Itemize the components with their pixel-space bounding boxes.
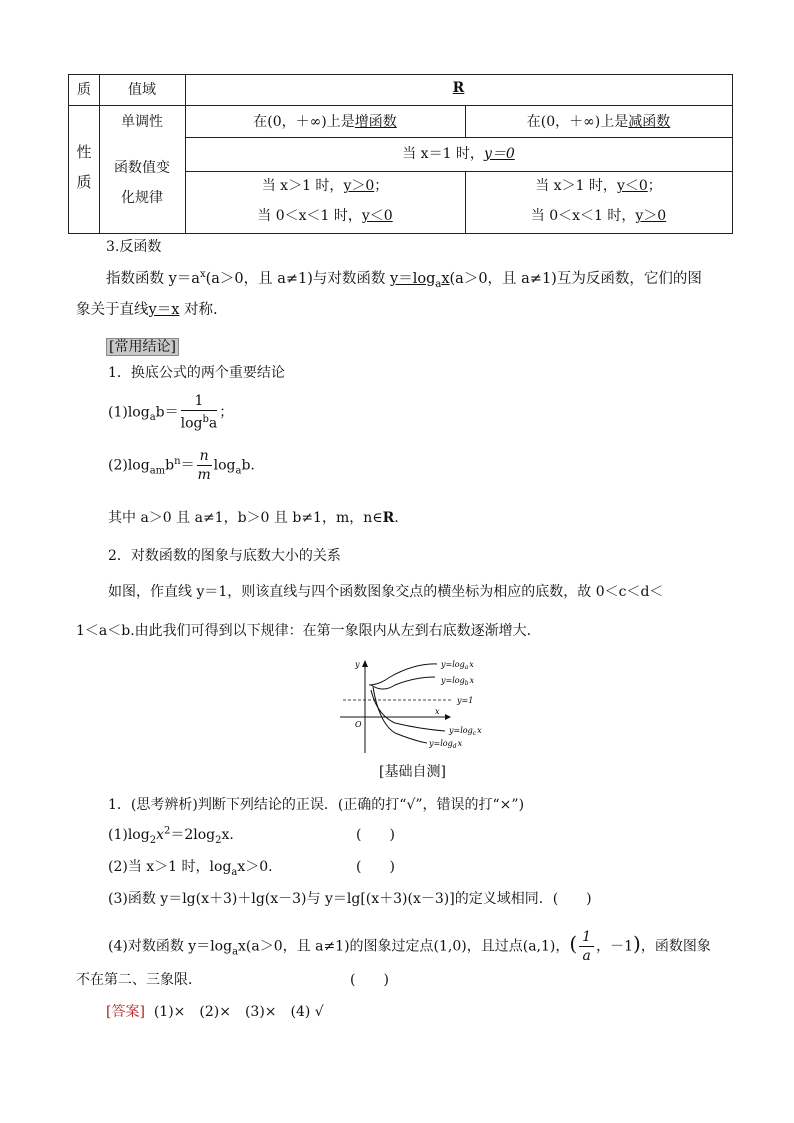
table-mono-label: 单调性: [121, 114, 163, 130]
curve-log-c: [371, 690, 445, 731]
x-axis-label: x: [435, 707, 440, 716]
y-axis-label: y: [355, 660, 360, 669]
table-change-label-1: 函数值变: [114, 160, 170, 176]
question-1-4-line-2: 不在第二、三象限．: [76, 972, 202, 988]
conclusion-paragraph-2: 1＜a＜b.由此我们可得到以下规律：在第一象限内从左到右底数逐渐增大．: [76, 623, 541, 639]
table-mono-right: 在(0，＋∞)上是减函数: [526, 114, 671, 130]
formula-2: $(2)\log_{am}b^n=$ $\frac{n}{m}$ $\log_ab$.: [108, 448, 255, 483]
table-range-value: R: [452, 80, 465, 96]
question-1-2-paren[interactable]: ( ): [356, 859, 395, 875]
conclusion-paragraph-1: 如图，作直线 y＝1，则该直线与四个函数图象交点的横坐标为相应的底数，故 0＜c＜d＜: [108, 584, 664, 600]
graph-label-a: $y=\log_ax$: [441, 660, 474, 671]
curve-log-b: [371, 677, 435, 689]
properties-table: [68, 74, 733, 234]
conclusion-item-1: 1．换底公式的两个重要结论: [108, 365, 285, 381]
question-1-3: (3)函数 y＝lg(x＋3)＋lg(x－3)与 y＝lg[(x＋3)(x－3)]的定义域相同．( ): [108, 891, 592, 907]
x-axis-arrow: [445, 714, 451, 720]
answer-tag: [答案]: [106, 1004, 145, 1020]
table-range-label: 值域: [128, 82, 156, 98]
graph-label-y1: y=1: [457, 696, 474, 705]
table-prop-char: 质: [77, 82, 91, 98]
graph-label-c: $y=\log_cx$: [449, 726, 482, 737]
question-1-2: (2)当 x＞1 时，$\log_ax>0$.: [108, 859, 273, 878]
formula-1: $(1)\log_ab=$ $\frac{1}{\log^ba}$ ；: [108, 393, 234, 432]
table-change-left-2: 当 0＜x＜1 时，y＜0: [257, 208, 393, 224]
graph-label-b: $y=\log_bx$: [441, 676, 475, 687]
answer-line: [106, 1001, 324, 1021]
table-change-left-1: 当 x＞1 时，y＞0；: [261, 178, 389, 194]
section-3-line-2: 象关于直线y＝x 对称.: [76, 302, 218, 318]
origin-label: O: [355, 720, 362, 729]
table-change-right-2: 当 0＜x＜1 时，y＞0: [530, 208, 667, 224]
section-3-title: 3.反函数: [106, 239, 162, 255]
table-change-right-1: 当 x＞1 时，y＜0；: [535, 178, 662, 194]
log-graph: [335, 655, 495, 755]
table-change-top: 当 x＝1 时，y＝0: [402, 146, 515, 162]
question-1-4-paren[interactable]: ( ): [350, 972, 389, 988]
y-axis-arrow: [362, 660, 368, 667]
curve-log-d: [373, 687, 427, 743]
question-1: 1．(思考辨析)判断下列结论的正误．(正确的打“√”，错误的打“×”): [108, 797, 525, 813]
question-1-1-paren[interactable]: ( ): [356, 827, 395, 843]
section-3-line-1: 指数函数 $y=a^x(a>0$，且 a≠1)与对数函数 $y=\log_ax(a>0$，且 a≠1)互为反函数，它们的图: [106, 269, 702, 290]
conclusion-condition: 其中 a＞0 且 a≠1，b＞0 且 b≠1，m，n∈R.: [108, 510, 399, 526]
selftest-tag: [基础自测]: [379, 764, 446, 780]
question-1-4: (4)对数函数 $y=\log_ax(a>0$，且 a≠1)的图象过定点(1,0)，且过点(a,1)，( $\frac{1}{a}$ ，－1)，函数图象: [108, 929, 711, 964]
question-1-1: $(1)\log_2x^2=2\log_2x$.: [108, 825, 234, 846]
conclusion-item-2: 2．对数函数的图象与底数大小的关系: [108, 548, 341, 564]
graph-label-d: $y=\log_dx$: [429, 739, 463, 750]
conclusions-tag: [常用结论]: [106, 336, 179, 356]
table-prop-side-2: 质: [76, 173, 92, 191]
table-prop-side-1: 性: [76, 143, 92, 161]
table-mono-left: 在(0，＋∞)上是增函数: [253, 114, 397, 130]
table-change-label-2: 化规律: [121, 190, 163, 206]
answer-text: (1)× (2)× (3)× (4) √: [153, 1004, 324, 1020]
